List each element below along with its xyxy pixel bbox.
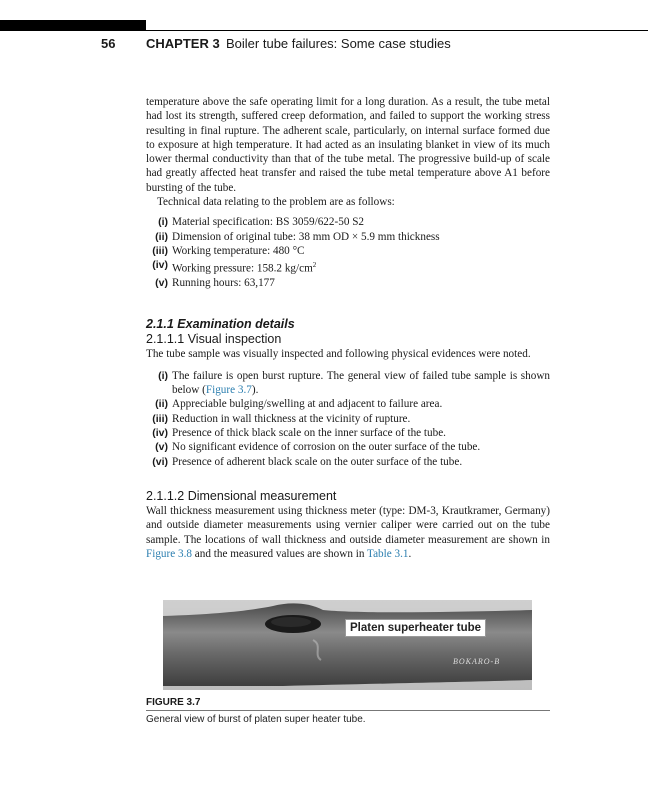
technical-data-list [146,215,550,290]
visual-evidence-list [146,369,550,469]
page-number: 56 [101,36,116,51]
list-item: (vi) Presence of adherent black scale on the outer surface of the tube. [152,455,463,468]
technical-intro: Technical data relating to the problem are as follows: [157,196,395,209]
list-item: (ii) Appreciable bulging/swelling at and adjacent to failure area. [155,398,443,411]
superscript: 2 [312,261,317,270]
photo-label: Platen superheater tube [345,619,486,637]
intro-paragraph: temperature above the safe operating limit for a long duration. As a result, the tube metal had lost its strength, suffered creep deformation, and failed to support the working stress resulting in final rupture. The adherent scale, particularly, on internal surface formed due to exposure at high temperature. It had acted as an insulating blanket in view of its much lower thermal conductivity than that of the tube metal. The progressive build-up of scale had greatly affected heat transfer and raised the tube metal temperature above A1 before bursting of the tube. [146,96,550,194]
tube-photo [163,600,532,690]
chapter-title: Boiler tube failures: Some case studies [226,36,451,51]
dimensional-heading: 2.1.1.2 Dimensional measurement [146,488,337,503]
figure-rule [146,710,550,711]
page-body [146,95,550,561]
section-heading: 2.1.1 Examination details [146,316,295,331]
list-item: (i) Material specification: BS 3059/622-50 S2 [158,216,365,229]
list-item: (ii) Dimension of original tube: 38 mm OD × 5.9 mm thickness [155,230,440,243]
list-item: (i) The failure is open burst rupture. The general view of failed tube sample is shown below (Figure 3.7). [158,369,550,397]
figure-caption: General view of burst of platen super heater tube. [146,714,366,725]
table-3-1-link[interactable]: Table 3.1 [367,547,409,560]
list-item: (iv) Working pressure: 158.2 $kg/cm^2$ [152,259,317,275]
list-item: (iv) Presence of thick black scale on the inner surface of the tube. [152,427,446,440]
dimensional-paragraph: Wall thickness measurement using thickness meter (type: DM-3, Krautkramer, Germany) and outside diameter measurements using vernier caliper were carried out on the tube sample. The locations of wall thickness and outside diameter measurement are shown in Figure 3.8 and the measured values are shown in Table 3.1. [146,504,550,560]
list-item: (v) No significant evidence of corrosion on the outer surface of the tube. [155,441,481,454]
tube-photo-drawing [163,600,532,690]
photo-marking: BOKARO-B [453,657,501,666]
header-black-bar [0,20,146,31]
running-header [0,36,648,54]
chapter-label: CHAPTER 3 [146,36,220,51]
figure-label: FIGURE 3.7 [146,697,201,708]
visual-intro: The tube sample was visually inspected and following physical evidences were noted. [146,347,531,360]
figure-3-7-link[interactable]: Figure 3.7 [205,384,252,397]
list-item: (iii) Working temperature: 480 °C [152,244,305,257]
header-rule [146,30,648,31]
list-item: (iii) Reduction in wall thickness at the vicinity of rupture. [152,412,411,425]
visual-inspection-heading: 2.1.1.1 Visual inspection [146,331,282,346]
figure-3-8-link[interactable]: Figure 3.8 [146,547,192,560]
list-item: (v) Running hours: 63,177 [155,277,275,290]
